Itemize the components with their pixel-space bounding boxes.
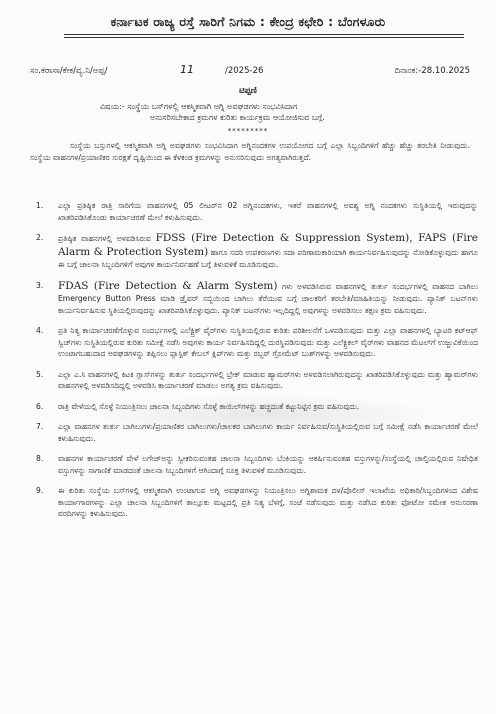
separator-stars: ********* xyxy=(227,127,269,135)
handwritten-number: 11 xyxy=(180,63,194,76)
list-item-text: ಎಲ್ಲಾ ಎ.ಸಿ ವಾಹನಗಳಲ್ಲಿ ಕಿಟಕಿ ಗ್ಲಾಸ್‌ಗಳನ್ನು ತುರ್ತು ಸಂದರ್ಭಗಳಲ್ಲಿ ಬ್ರೇಕ್ ಮಾಡುವ ಹ್ಯಾಮರ್‌ಗಳು ಅಳವಡಿಸಲಾಗಿರುವುದನ್ನು ಖಾತರಿಪಡಿಸಿಕೊಳ್ಳುವುದು ಮತ್ತು ಹ್ಯಾಮರ್‌ಗಳು ವಾಹನಗಳಲ್ಲಿ ಅಳವಡಿಸದಿದ್ದಲ್ಲಿ ಅಳವಡಿಸಿ ಕಾರ್ಯಾಚರಣೆ ಮಾಡಲು ಅಗತ್ಯ ಕ್ರಮ ವಹಿಸುವುದು. xyxy=(58,369,478,390)
list-item-number: 1. xyxy=(36,201,44,210)
list-item-number: 7. xyxy=(36,422,44,431)
organization-header: ಕರ್ನಾಟಕ ರಾಜ್ಯ ರಸ್ತೆ ಸಾರಿಗೆ ನಿಗಮ : ಕೇಂದ್ರ ಕಛೇರಿ : ಬೆಂಗಳೂರು xyxy=(110,14,386,29)
list-item-text: ಪ್ರತಿ ನಿತ್ಯ ಕಾರ್ಯಾಚರಣೆಗೊಳ್ಳುವ ಸಂದರ್ಭಗಳಲ್ಲಿ ಎಲೆಕ್ಟ್ರಿಕ್ ವೈರ್‌ಗಳು ಸುಸ್ಥಿತಿಯಲ್ಲಿರುವ ಕುರಿತು ಪರಿಶೀಲನೆಗೆ ಒಳಪಡಿಸುವುದು ಮತ್ತು ಎಲ್ಲಾ ವಾಹನಗಳಲ್ಲಿ ಬ್ಯಾಟರಿ ಕಟ್‌ಆಫ್ ಸ್ವಿಚ್‌ಗಳು ಸುಸ್ಥಿತಿಯಲ್ಲಿರುವ ಕುರಿತು ಸಮೀಕ್ಷೆ ನಡೆಸಿ ಅವುಗಳು ಕಾರ್ಯ ನಿರ್ವಹಿಸದಿದ್ದಲ್ಲಿ ದುರಸ್ಥಿಪಡಿಸುವುದು ಮತ್ತು ಎಲೆಕ್ಟ್ರಿಕಲ್ ವೈರ್‌ಗಳು ವಾಹನದ ಮೆಟಲ್‌ಗೆ ಉಜ್ಜುವಿಕೆಯಿಂದ ಉಂಟಾಗಬಹುದಾದ ಅವಘಡಗಳನ್ನು ತಪ್ಪಿಸಲು ಪ್ಲಾಸ್ಟಿಕ್ ಕೇಬಲ್ ಕ್ಲಿಪ್‌ಗಳು ಮತ್ತು ರಬ್ಬರ್ ಗ್ರೋಮೆಟ್ ಬುಶ್‌ಗಳನ್ನು ಅಳವಡಿಸುವುದು. xyxy=(58,326,478,358)
header-rule-top xyxy=(64,34,464,35)
list-item-lead-text: ಪ್ರತಿಷ್ಠಿತ ವಾಹನಗಳಲ್ಲಿ ಅಳವಡಿಸಿರುವ xyxy=(58,234,156,243)
list-item xyxy=(36,279,478,317)
list-item-number: 8. xyxy=(36,454,44,463)
list-item-system-name: FDSS (Fire Detection & Suppression System), FAPS (Fire Alarm & Protection System) xyxy=(58,232,479,258)
list-item-number: 4. xyxy=(36,326,44,335)
list-item xyxy=(36,369,478,392)
list-item xyxy=(36,200,478,223)
list-item-text: ಎಲ್ಲಾ ವಾಹನಗಳ ತುರ್ತು ಬಾಗಿಲುಗಳು/ಪ್ರಯಾಣಿಕರ ಬಾಗಿಲುಗಳು/ಚಾಲಕರ ಬಾಗಿಲುಗಳು ಕಾರ್ಯ ನಿರ್ವಹಿಸುವ/ಸುಸ್ಥಿತಿಯಲ್ಲಿರುವ ಬಗ್ಗೆ ಸಮೀಕ್ಷೆ ನಡೆಸಿ ಕಾರ್ಯಾಚರಣೆ ಮೇಲೆ ಕಳುಹಿಸುವುದು. xyxy=(58,422,478,443)
list-item-number: 2. xyxy=(36,233,44,242)
subject-line-1: ವಿಷಯ:- ಸಂಸ್ಥೆಯ ಬಸ್‌ಗಳಲ್ಲಿ ಆಕಸ್ಮಿಕವಾಗಿ ಅಗ್ನಿ ಅವಘಡಗಳು ಸಂಭವಿಸಿದಾಗ xyxy=(100,102,298,111)
list-item-number: 5. xyxy=(36,369,44,379)
list-item xyxy=(36,485,478,520)
list-item-text: ರಾತ್ರಿ ವೇಳೆಯಲ್ಲಿ ಸೊಳ್ಳೆ ನಿಯಂತ್ರಿಸಲು ಚಾಲನಾ ಸಿಬ್ಬಂದಿಗಳು ಸೊಳ್ಳೆ ಕಾಯಿಲ್‌ಗಳನ್ನು ಹಚ್ಚದಂತೆ ಕಟ್ಟುನಿಟ್ಟಿನ ಕ್ರಮ ವಹಿಸುವುದು. xyxy=(58,401,360,411)
list-item-number: 9. xyxy=(36,486,44,495)
list-item-system-name: FDAS (Fire Detection & Alarm System) xyxy=(58,279,278,292)
reference-year: /2025-26 xyxy=(225,66,264,76)
document-date: ದಿನಾಂಕ:-28.10.2025 xyxy=(394,66,470,76)
list-item xyxy=(36,232,479,271)
list-item-text: ವಾಹನಗಳ ಕಾರ್ಯಾಚರಣೆ ವೇಳೆ ಲಗೇಜ್‌ಅನ್ನು ಸ್ವೀಕರಿಸುವಂತಹ ಚಾಲನಾ ಸಿಬ್ಬಂದಿಗಳು ಬೆಂಕಿಯನ್ನು ಆಕರ್ಷಿಸುವಂತಹ ವಸ್ತುಗಳನ್ನು/ಸಂಸ್ಥೆಯಲ್ಲಿ ಚಾಲ್ತಿಯಲ್ಲಿರುವ ನಿಷೇಧಿತ ವಸ್ತುಗಳನ್ನು ಸಾಗಾಣಿಕೆ ಮಾಡದಂತೆ ಚಾಲನಾ ಸಿಬ್ಬಂದಿಗಳಿಗೆ ಆಗಿಂದಾಗ್ಗೆ ಸೂಕ್ತ ತಿಳುವಳಿಕೆ ಮೂಡಿಸುವುದು. xyxy=(58,454,478,475)
list-item-text: ಗಳು ಅಳವಡಿಸಿರುವ ವಾಹನಗಳಲ್ಲಿ ತುರ್ತು ಸಂದರ್ಭಗಳಲ್ಲಿ ವಾಹನದ ಬಾಗಿಲು Emergency Button Press ಮಾಡಿ ಡ್ರೈವರ್ ಸಬ್ಬಿಯಿಂದ ಬಾಗಿಲು ತೆರೆಯುವ ಬಗ್ಗೆ ಚಾಲಕರಿಗೆ ತರಬೇತಿ/ಮಾಹಿತಿಯನ್ನು ನೀಡುವುದು. ಪ್ಯಾನಿಕ್ ಬಟನ್‌ಗಳು ಕಾರ್ಯನಿರ್ವಹಿಸುವ ಸ್ಥಿತಿಯಲ್ಲಿರುವುದನ್ನು ಖಾತರಿಪಡಿಸಿಕೊಳ್ಳುವುದು. ಪ್ಯಾನಿಕ್ ಬಟನ್‌ಗಳು ಇಲ್ಲದಿದ್ದಲ್ಲಿ ಅವುಗಳನ್ನು ಅಳವಡಿಸಲು ತಕ್ಷಣ ಕ್ರಮ ವಹಿಸುವುದು. xyxy=(58,281,478,315)
instruction-list xyxy=(36,200,479,529)
reference-number: ಸಂ.ಕರಾಸಾ/ಕೇಕ/ವ್ಯ.ನಿ/ಅಪ್ಪ/ xyxy=(30,66,108,76)
header-rule-bottom xyxy=(64,37,464,38)
list-item-text: ಹಾಗೂ ಸದರಿ ಉಪಕರಣಗಳು ಸದಾ ಪರಿಣಾಮಕಾರಿಯಾಗಿ ಕಾರ್ಯನಿರ್ವಹಿಸುವುದನ್ನು ನೋಡಿಕೊಳ್ಳುವುದು ಹಾಗೂ ಈ ಬಗ್ಗೆ ಚಾಲನಾ ಸಿಬ್ಬಂದಿಗಳಿಗೆ ಅವುಗಳ ಕಾರ್ಯನಿರ್ವಹಣೆ ಬಗ್ಗೆ ತಿಳುವಳಿಕೆ ಮೂಡಿಸುವುದು. xyxy=(58,247,478,269)
list-item-number: 6. xyxy=(36,401,44,411)
scan-smudge xyxy=(80,395,440,435)
list-item xyxy=(36,325,478,360)
subject-line-2: ಅನುಸರಿಸಬೇಕಾದ ಕ್ರಮಗಳ ಕುರಿತು ಕಾರ್ಯಕ್ರಮ ಆಯೋಜಿಸುವ ಬಗ್ಗೆ. xyxy=(150,113,325,122)
list-item xyxy=(36,453,478,476)
list-item-text: ಎಲ್ಲಾ ಪ್ರತಿಷ್ಠಿತ ರಾತ್ರಿ ಸಾರಿಗೆಯ ವಾಹನಗಳಲ್ಲಿ 05 ಲೀಟರ್‌ನ 02 ಅಗ್ನಿನಂದಕಗಳು, ಇತರೆ ವಾಹನಗಳಲ್ಲಿ ಅವಶ್ಯ ಅಗ್ನಿ ನಂದಕಗಳು ಸುಸ್ಥಿತಿಯಲ್ಲಿ ಇರುವುದನ್ನು ಖಾತರಿಪಡಿಸಿಕೊಂಡು ಕಾರ್ಯಾಚರಣೆ ಮೇಲೆ ಕಳುಹಿಸುವುದು. xyxy=(58,201,478,222)
subject-block xyxy=(100,101,480,123)
list-item-text: ಈ ಕುರಿತು ಸಂಸ್ಥೆಯ ಬಸ್‌ಗಳಲ್ಲಿ ಆಕಸ್ಮಿಕವಾಗಿ ಉಂಟಾಗುವ ಅಗ್ನಿ ಅವಘಡಗಳನ್ನು ನಿಯಂತ್ರಿಸಲು ಅಗ್ನಿಶಾಮಕ ದಳ/ಪೊಲೀಸ್ ಇಲಾಖೆಯ ಅಧಿಕಾರಿ/ಸಿಬ್ಬಂದಿಗಳಿಂದ ವಿಶೇಷ ಕಾರ್ಯಾಗಾರಗಳನ್ನು ಎಲ್ಲಾ ಚಾಲನಾ ಸಿಬ್ಬಂದಿಗಳಿಗೆ ತಾಲ್ಲೂಕು ಮಟ್ಟದಲ್ಲಿ ಪ್ರತಿ ನಿತ್ಯ ಬೆಳಗ್ಗೆ, ಸಂಜೆ ನಡೆಸುವುದು ಮತ್ತು ನಡೆಸಿದ ಕುರಿತು ಫೋಟೋ ಸಮೇತ ಅನುಸರಣಾ ವರದಿಗಳನ್ನು ಕಳುಹಿಸುವುದು. xyxy=(58,486,478,518)
reference-row xyxy=(30,63,470,80)
intro-paragraph: ಸಂಸ್ಥೆಯ ಬಸ್ಸುಗಳಲ್ಲಿ ಆಕಸ್ಮಿಕವಾಗಿ ಅಗ್ನಿ ಅವಘಡಗಳು ಸಂಭವಿಸಿದಾಗ ಅಗ್ನಿನಂದಕಗಳ ಉಪಯೋಗದ ಬಗ್ಗೆ ಎಲ್ಲಾ ಸಿಬ್ಬಂದಿಗಳಿಗೆ ಹೆಚ್ಚು ಹೆಚ್ಚು ತರಬೇತಿ ನೀಡುವುದು. ಸಂಸ್ಥೆಯ ವಾಹನಗಳ/ಪ್ರಯಾಣಿಕರ ಸುರಕ್ಷತೆ ದೃಷ್ಟಿಯಿಂದ ಈ ಕೆಳಕಂಡ ಕ್ರಮಗಳನ್ನು ಅನುಸರಿಸುವುದು ಅಗತ್ಯವಾಗಿರುತ್ತದೆ. xyxy=(30,141,470,162)
note-title: ಟಿಪ್ಪಣಿ xyxy=(239,86,257,96)
list-item-number: 3. xyxy=(36,280,44,290)
